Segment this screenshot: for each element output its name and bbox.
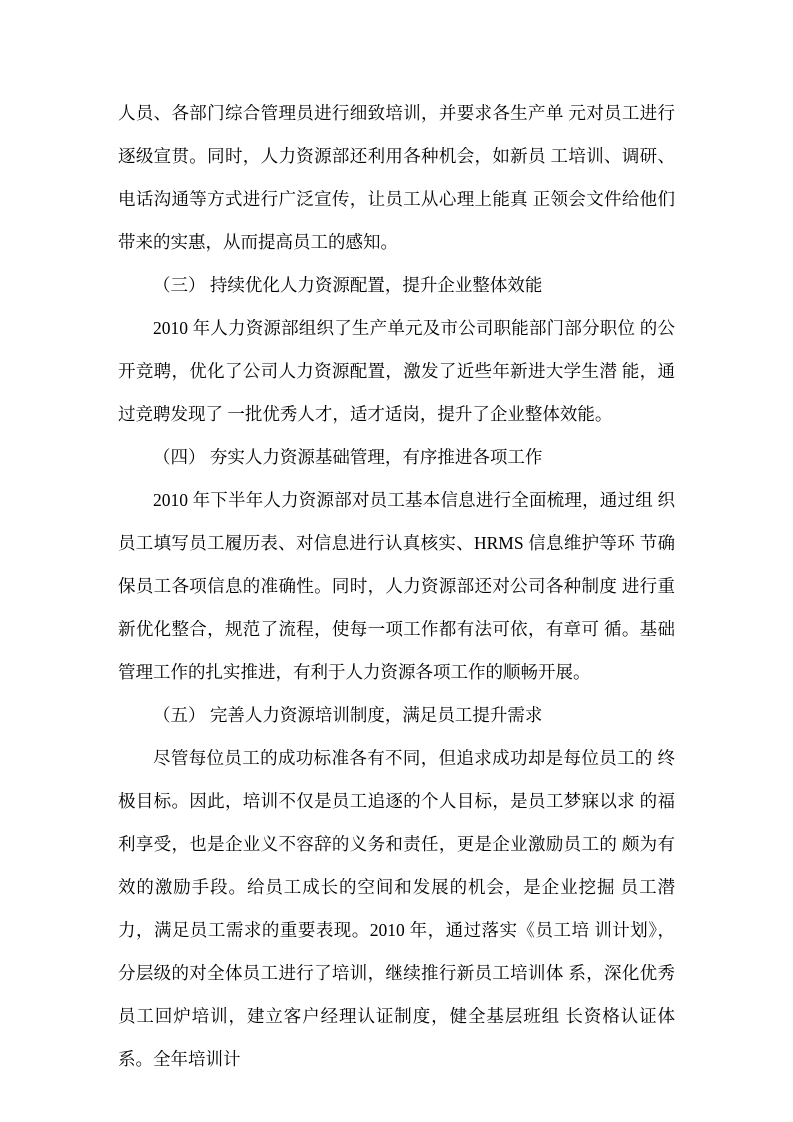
paragraph-section-three-body: 2010 年人力资源部组织了生产单元及市公司职能部门部分职位 的公开竞聘，优化了公司人力资源配置，激发了近些年新进大学生潜 能，通过竞聘发现了 一批优秀人才，适才适岗，提升了企业整体效能。	[118, 318, 675, 424]
section-heading-four: （四） 夯实人力资源基础管理，有序推进各项工作	[153, 447, 543, 467]
paragraph-section-four-body: 2010 年下半年人力资源部对员工基本信息进行全面梳理，通过组 织员工填写员工履历表、对信息进行认真核实、HRMS 信息维护等环 节确保员工各项信息的准确性。同时，人力资源部还对公司各种制度 进行重新优化整合，规范了流程，使每一项工作都有法可依，有章可 循。基础管理工作的扎实推进，有利于人力资源各项工作的顺畅开展。	[118, 490, 675, 682]
paragraph-continuation: 人员、各部门综合管理员进行细致培训，并要求各生产单 元对员工进行逐级宣贯。同时，人力资源部还利用各种机会，如新员 工培训、调研、电话沟通等方式进行广泛宣传，让员工从心理上能真 正领会文件给他们带来的实惠，从而提高员工的感知。	[118, 103, 675, 252]
document-body	[118, 92, 675, 1081]
section-heading-three: （三） 持续优化人力资源配置，提升企业整体效能	[153, 275, 543, 295]
paragraph-section-five-body: 尽管每位员工的成功标准各有不同，但追求成功却是每位员工的 终极目标。因此，培训不仅是员工追逐的个人目标，是员工梦寐以求 的福利享受，也是企业义不容辞的义务和责任，更是企业激励员工的 颇为有效的激励手段。给员工成长的空间和发展的机会，是企业挖掘 员工潜力，满足员工需求的重要表现。2010 年，通过落实《员工培 训计划》，分层级的对全体员工进行了培训，继续推行新员工培训体 系，深化优秀员工回炉培训，建立客户经理认证制度，健全基层班组 长资格认证体系。全年培训计	[118, 748, 675, 1069]
section-heading-five: （五） 完善人力资源培训制度，满足员工提升需求	[153, 705, 543, 725]
